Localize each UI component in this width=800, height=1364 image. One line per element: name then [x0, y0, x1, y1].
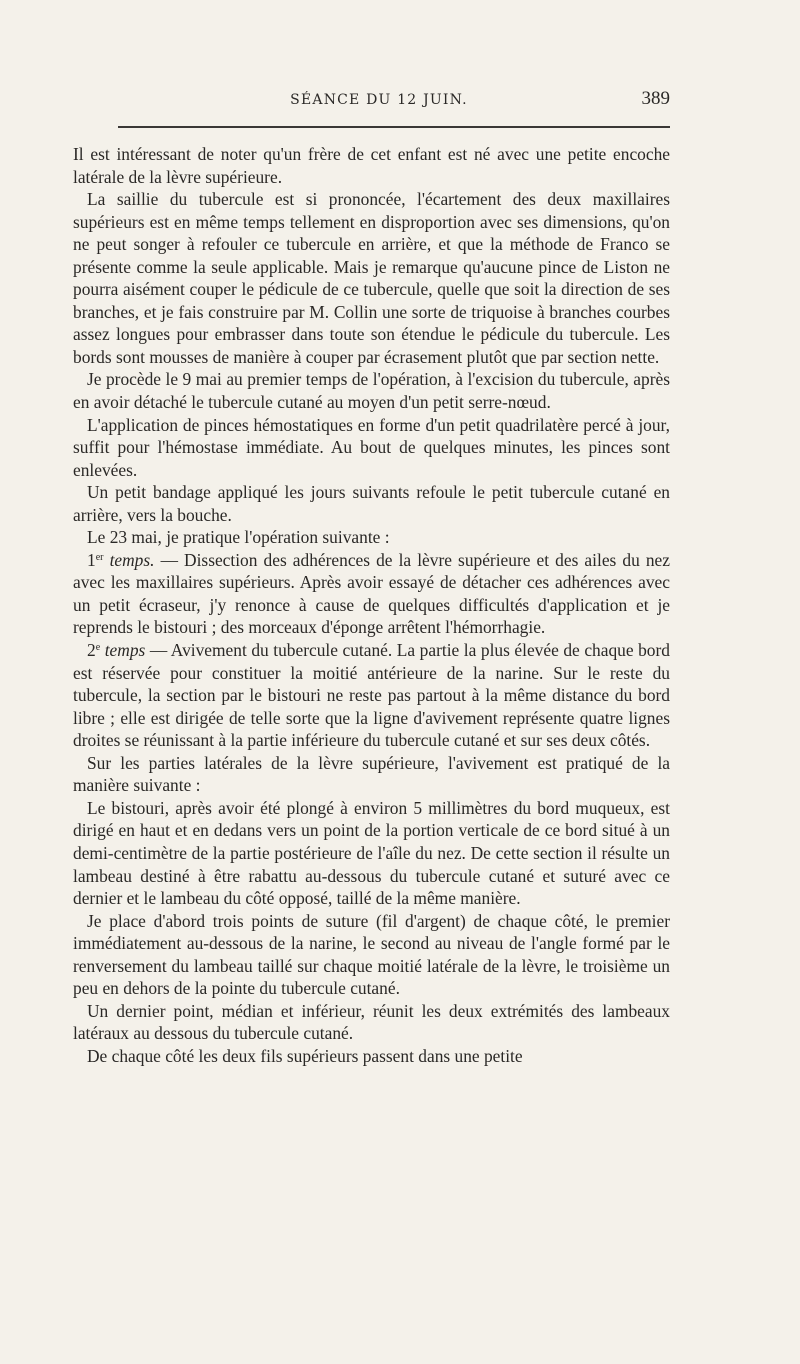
running-title: SÉANCE DU 12 JUIN. [290, 92, 468, 108]
header-rule [118, 126, 670, 128]
paragraph: Un petit bandage appliqué les jours suivants refoule le petit tubercule cutané en arrière, vers la bouche. [73, 482, 670, 525]
paragraph-step-2 [73, 639, 670, 752]
page-number: 389 [641, 88, 670, 109]
paragraph: Je procède le 9 mai au premier temps de l'opération, à l'excision du tubercule, après en avoir détaché le tubercule cutané au moyen d'un petit serre-nœud. [73, 369, 670, 413]
step-number: 1 [87, 549, 96, 570]
step-number: 2 [87, 640, 96, 661]
body-text [73, 143, 670, 1067]
step-text: — Avivement du tubercule cutané. La partie la plus élevée de chaque bord est réservée pour constituer la moitié antérieure de la narine. Sur le reste du tubercule, la section par le bistouri ne reste pas partout à la même distance du bord libre ; elle est dirigée de telle sorte que la ligne d'avivement représente quatre lignes droites se réunissant à la partie inférieure du tubercule cutané et sur ses deux côtés. [73, 640, 670, 751]
paragraph: La saillie du tubercule est si prononcée, l'écartement des deux maxillaires supérieurs est en même temps tellement en disproportion avec ses dimensions, qu'on ne peut songer à refouler ce tubercule en arrière, et que la méthode de Franco se présente comme la seule applicable. Mais je remarque qu'aucune pince de Liston ne pourra aisément couper le pédicule de ce tubercule, quelle que soit la direction de ses branches, et je fais construire par M. Collin une sorte de triquoise à branches courbes assez longues pour embrasser dans toute son étendue le pédicule du tubercule. Les bords sont mousses de manière à couper par écrasement plutôt que par section nette. [73, 189, 670, 367]
paragraph: Je place d'abord trois points de suture (fil d'argent) de chaque côté, le premier immédiatement au-dessous de la narine, le second au niveau de l'angle formé par le renversement du lambeau taillé sur chaque moitié latérale de la lèvre, le troisième un peu en dehors de la pointe du tubercule cutané. [73, 910, 670, 999]
paragraph: L'application de pinces hémostatiques en forme d'un petit quadrilatère percé à jour, suffit pour l'hémostase immédiate. Au bout de quelques minutes, les pinces sont enlevées. [73, 414, 670, 480]
paragraph: Un dernier point, médian et inférieur, réunit les deux extrémités des lambeaux latéraux au dessous du tubercule cutané. [73, 1000, 670, 1044]
paragraph: Il est intéressant de noter qu'un frère de cet enfant est né avec une petite encoche latérale de la lèvre supérieure. [73, 144, 670, 187]
step-label: temps. [109, 549, 155, 570]
page-header [88, 88, 670, 114]
step-superscript: er [95, 551, 104, 563]
step-label: temps [104, 640, 146, 661]
paragraph-step-1 [73, 549, 670, 639]
paragraph: Sur les parties latérales de la lèvre supérieure, l'avivement est pratiqué de la manière suivante : [73, 752, 670, 796]
paragraph: Le bistouri, après avoir été plongé à environ 5 millimètres du bord muqueux, est dirigé en haut et en dedans vers un point de la portion verticale de ce bord situé à un demi-centimètre de la partie postérieure de l'aîle du nez. De cette section il résulte un lambeau destiné à être rabattu au-dessous du tubercule cutané et suturé avec ce dernier et le lambeau du côté opposé, taillé de la même manière. [73, 797, 670, 909]
step-text: — Dissection des adhérences de la lèvre supérieure et des ailes du nez avec les maxillaires supérieurs. Après avoir essayé de détacher ces adhérences avec un petit écraseur, j'y renonce à cause de quelques difficultés d'application et je reprends le bistouri ; des morceaux d'éponge arrêtent l'hémorrhagie. [73, 549, 670, 638]
paragraph: Le 23 mai, je pratique l'opération suivante : [87, 527, 390, 548]
step-superscript: e [95, 642, 101, 654]
paragraph: De chaque côté les deux fils supérieurs passent dans une petite [87, 1045, 523, 1066]
